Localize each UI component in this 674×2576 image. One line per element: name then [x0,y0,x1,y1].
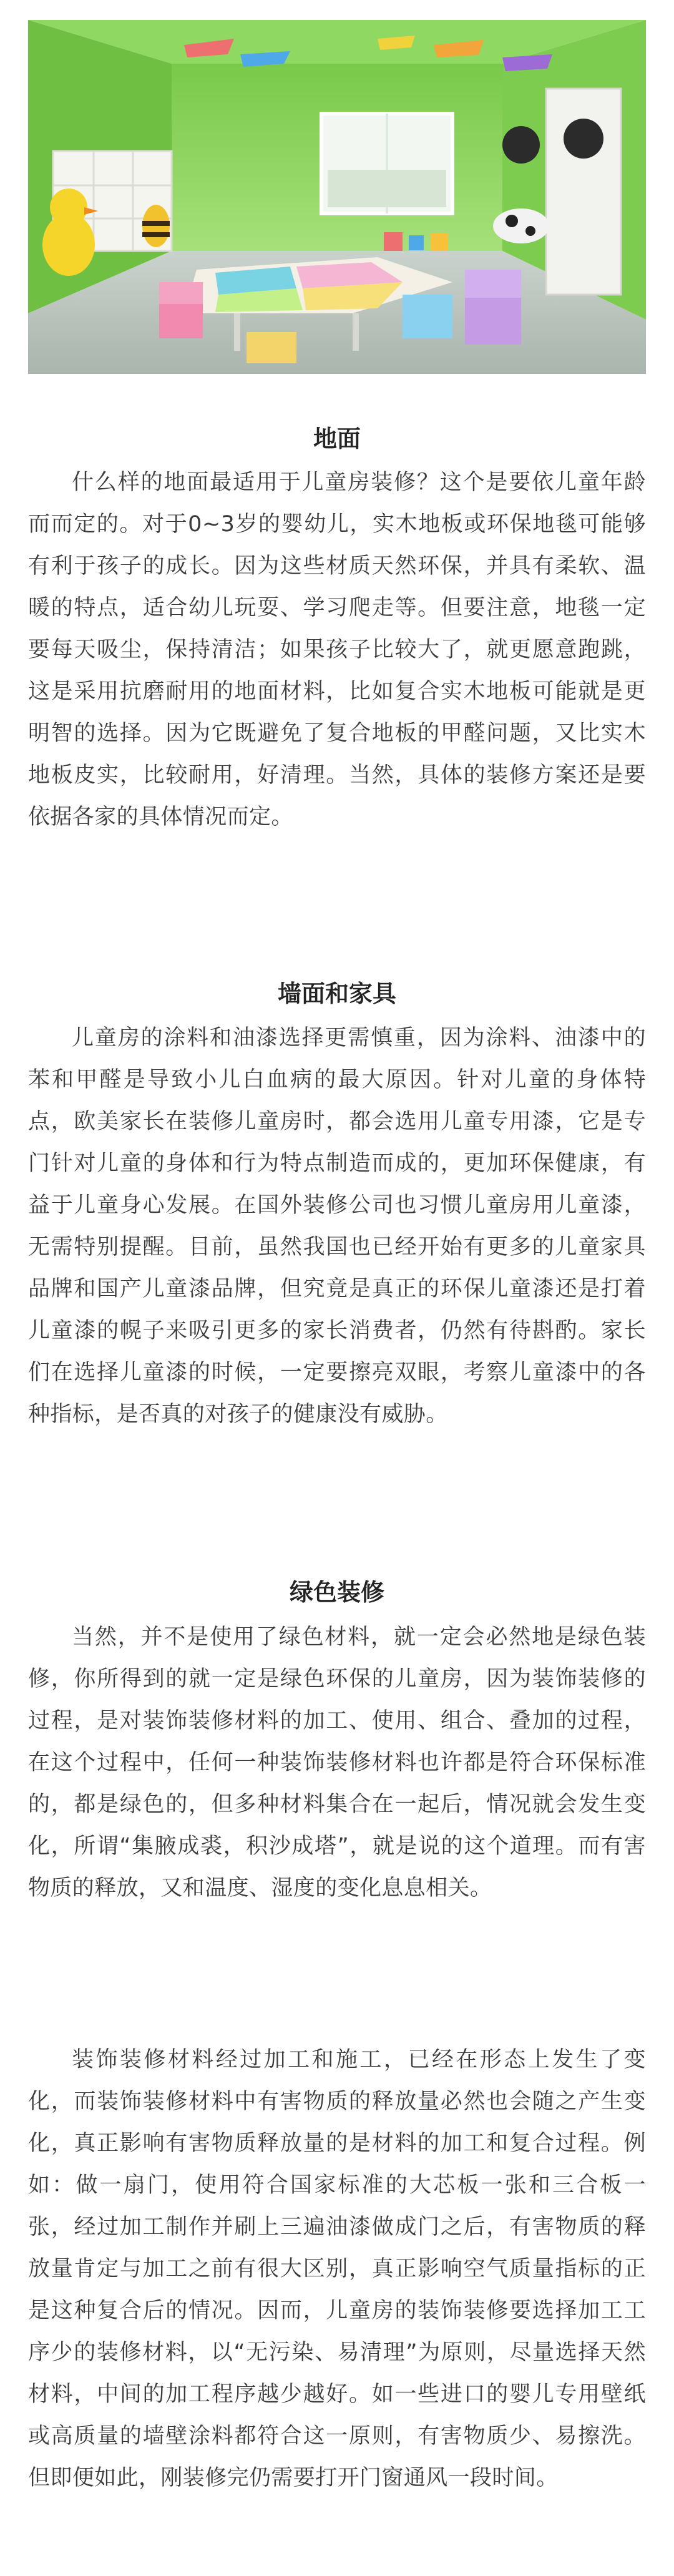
section-paragraph: 当然，并不是使用了绿色材料，就一定会必然地是绿色装修，你所得到的就一定是绿色环保的儿童房，因为装饰装修的过程，是对装饰装修材料的加工、使用、组合、叠加的过程，在这个过程中，任何一种装饰装修材料也许都是符合环保标准的，都是绿色的，但多种材料集合在一起后，情况就会发生变化，所谓“集腋成裘，积沙成塔”，就是说的这个道理。而有害物质的释放，又和温度、湿度的变化息息相关。 [28,1625,646,1901]
section-paragraph: 儿童房的涂料和油漆选择更需慎重，因为涂料、油漆中的苯和甲醛是导致小儿白血病的最大原因。针对儿童的身体特点，欧美家长在装修儿童房时，都会选用儿童专用漆，它是专门针对儿童的身体和行为特点制造而成的，更加环保健康，有益于儿童身心发展。在国外装修公司也习惯儿童房用儿童漆，无需特别提醒。目前，虽然我国也已经开始有更多的儿童家具品牌和国产儿童漆品牌，但究竟是真正的环保儿童漆还是打着儿童漆的幌子来吸引更多的家长消费者，仍然有待斟酌。家长们在选择儿童漆的时候，一定要擦亮双眼，考察儿童漆中的各种指标，是否真的对孩子的健康没有威胁。 [28,1026,646,1427]
kids-room-illustration [28,20,646,374]
section-title-green-decoration: 绿色装修 [289,1579,384,1606]
section-paragraph: 什么样的地面最适用于儿童房装修？这个是要依儿童年龄而而定的。对于0~3岁的婴幼儿，实木地板或环保地毯可能够有利于孩子的成长。因为这些材质天然环保，并具有柔软、温暖的特点，适合幼儿玩耍、学习爬走等。但要注意，地毯一定要每天吸尘，保持清洁；如果孩子比较大了，就更愿意跑跳，这是采用抗磨耐用的地面材料，比如复合实木地板可能就是更明智的选择。因为它既避免了复合地板的甲醛问题，又比实木地板皮实，比较耐用，好清理。当然，具体的装修方案还是要依据各家的具体情况而定。 [28,470,646,830]
section-paragraph: 装饰装修材料经过加工和施工，已经在形态上发生了变化，而装饰装修材料中有害物质的释放量必然也会随之产生变化，真正影响有害物质释放量的是材料的加工和复合过程。例如：做一扇门，使用符合国家标准的大芯板一张和三合板一张，经过加工制作并刷上三遍油漆做成门之后，有害物质的释放量肯定与加工之前有很大区别，真正影响空气质量指标的正是这种复合后的情况。因而，儿童房的装饰装修要选择加工工序少的装修材料，以“无污染、易清理”为原则，尽量选择天然材料，中间的加工程序越少越好。如一些进口的婴儿专用壁纸或高质量的墙壁涂料都符合这一原则，有害物质少、易擦洗。但即便如此，刚装修完仍需要打开门窗通风一段时间。 [28,2047,646,2490]
hero-image [28,20,646,374]
section-title-floor: 地面 [313,425,361,453]
section-title-walls-furniture: 墙面和家具 [277,980,396,1007]
